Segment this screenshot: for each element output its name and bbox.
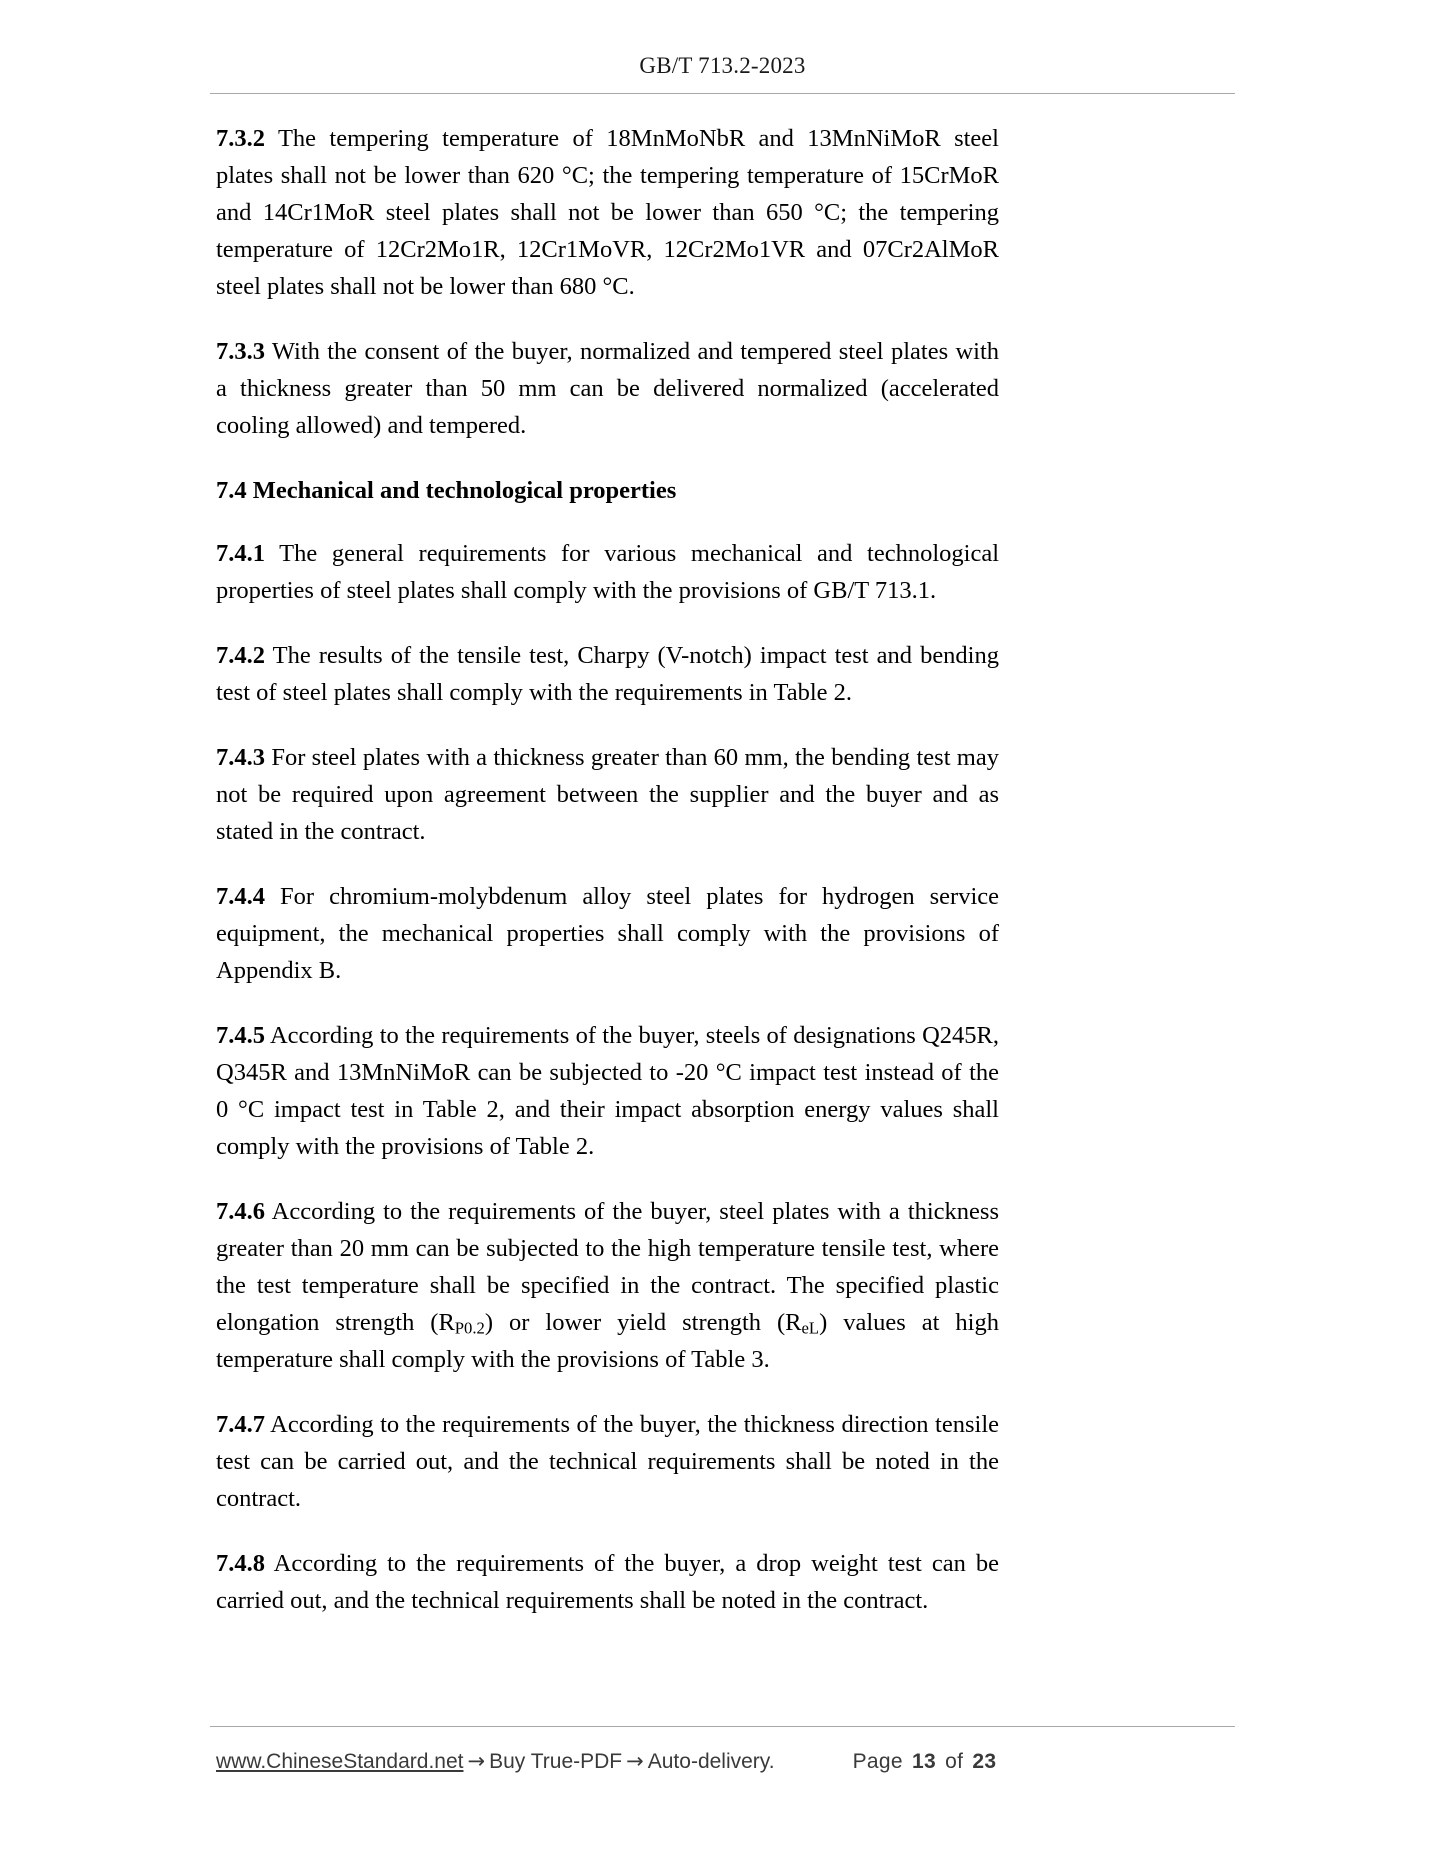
clause-7-4-1 (216, 535, 999, 609)
clause-text: For steel plates with a thickness greater than 60 mm, the bending test may not be required upon agreement between the supplier and the buyer and as stated in the contract. (216, 744, 999, 845)
clause-number: 7.4.1 (216, 540, 265, 567)
clause-7-4-2 (216, 637, 999, 711)
footer-promo-delivery: Auto-delivery. (647, 1750, 775, 1773)
clause-number: 7.4.5 (216, 1022, 265, 1049)
subscript-rel: eL (801, 1318, 820, 1338)
clause-text: According to the requirements of the buyer, a drop weight test can be carried out, and the technical requirements shall be noted in the contract. (216, 1550, 999, 1614)
clause-number: 7.4.3 (216, 744, 265, 771)
clause-text: According to the requirements of the buyer, steels of designations Q245R, Q345R and 13MnNiMoR can be subjected to -20 °C impact test instead of the 0 °C impact test in Table 2, and their impact absorption energy values shall comply with the provisions of Table 2. (216, 1022, 1000, 1160)
clause-7-4-4 (216, 878, 999, 989)
clause-number: 7.3.2 (216, 125, 265, 152)
page-footer (210, 1726, 1235, 1774)
clause-7-4-3 (216, 739, 999, 850)
clause-number: 7.4.6 (216, 1198, 265, 1225)
footer-promo-buy: Buy True-PDF (489, 1750, 623, 1773)
footer-promo (216, 1749, 775, 1774)
subscript-rp02: P0.2 (454, 1318, 485, 1338)
page-header (210, 52, 1235, 102)
clause-7-4-8 (216, 1545, 999, 1619)
clause-text: For chromium-molybdenum alloy steel plates for hydrogen service equipment, the mechanical properties shall comply with the provisions of Appendix B. (216, 883, 1000, 984)
footer-divider (210, 1726, 1235, 1727)
clause-number: 7.4.4 (216, 883, 265, 910)
clause-text-part-3: ) values at high temperature shall comply with the provisions of Table 3. (216, 1309, 999, 1373)
standard-code: GB/T 713.2-2023 (639, 53, 806, 78)
clause-7-4-6 (216, 1193, 999, 1378)
clause-7-3-3 (216, 333, 999, 444)
chinesestandard-link[interactable]: www.ChineseStandard.net (216, 1750, 464, 1773)
clause-7-4-7 (216, 1406, 999, 1517)
arrow-right-icon: → (467, 1749, 486, 1773)
clause-number: 7.4.2 (216, 642, 265, 669)
clause-number: 7.4.7 (216, 1411, 265, 1438)
clause-number: 7.4.8 (216, 1550, 265, 1577)
page-label: Page (852, 1750, 903, 1773)
page-indicator (853, 1750, 1000, 1774)
clause-7-4-5 (216, 1017, 999, 1165)
of-label: of (945, 1750, 964, 1773)
clause-text: The general requirements for various mechanical and technological properties of steel plates shall comply with the provisions of GB/T 713.1. (216, 540, 999, 604)
clause-text: According to the requirements of the buyer, the thickness direction tensile test can be carried out, and the technical requirements shall be noted in the contract. (216, 1411, 1000, 1512)
clause-text-part-1: According to the requirements of the buyer, steel plates with a thickness greater than 20 mm can be subjected to the high temperature tensile test, where the test temperature shall be specified in the contract. The specified plastic elongation strength (R (216, 1198, 999, 1336)
clause-number: 7.3.3 (216, 338, 265, 365)
page-total: 23 (972, 1750, 997, 1773)
section-heading-7-4: 7.4 Mechanical and technological properties (216, 477, 677, 504)
clause-text: With the consent of the buyer, normalized and tempered steel plates with a thickness greater than 50 mm can be delivered normalized (accelerated cooling allowed) and tempered. (216, 338, 999, 439)
header-divider (210, 93, 1235, 94)
clause-text: The results of the tensile test, Charpy (V-notch) impact test and bending test of steel plates shall comply with the requirements in Table 2. (216, 642, 999, 706)
page-number: 13 (911, 1750, 936, 1773)
arrow-right-icon: → (626, 1749, 644, 1773)
clause-7-3-2 (216, 120, 999, 305)
clause-text-part-2: ) or lower yield strength (R (484, 1309, 802, 1336)
document-body (216, 120, 999, 1619)
clause-text: The tempering temperature of 18MnMoNbR and 13MnNiMoR steel plates shall not be lower than 620 °C; the tempering temperature of 15CrMoR and 14Cr1MoR steel plates shall not be lower than 650 °C; the tempering temperature of 12Cr2Mo1R, 12Cr1MoVR, 12Cr2Mo1VR and 07Cr2AlMoR steel plates shall not be lower than 680 °C. (216, 125, 999, 300)
